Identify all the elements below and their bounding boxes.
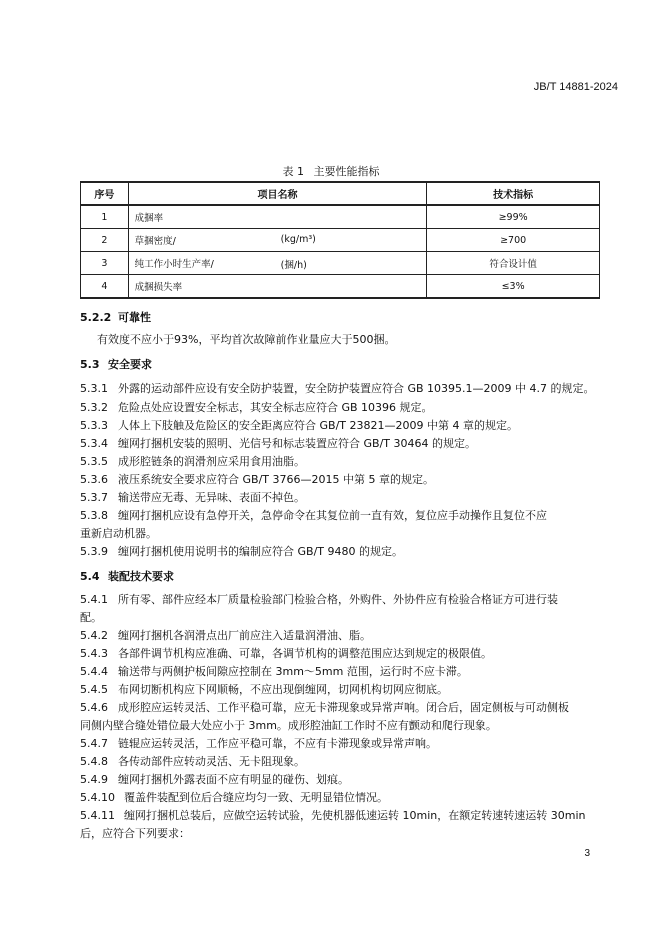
clause-5-4-1-cont: 配。: [80, 611, 102, 624]
cell-value: 符合设计值: [427, 252, 600, 275]
clause-number: 5.3.6: [80, 473, 108, 486]
clause-5-4-7: [80, 735, 602, 753]
clause-text: 各传动部件应转动灵活、无卡阻现象。: [118, 755, 305, 768]
clause-text: 缠网打捆机使用说明书的编制应符合 GB/T 9480 的规定。: [118, 545, 403, 558]
standard-number: JB/T 14881-2024: [533, 81, 618, 93]
clause-number: 5.3.9: [80, 545, 108, 558]
clause-5-4-6: [80, 699, 602, 717]
clause-text: 输送带与两侧护板间隙应控制在 3mm～5mm 范围，运行时不应卡滞。: [118, 665, 468, 678]
clause-5-3-2: [80, 399, 602, 417]
clause-text: 各部件调节机构应准确、可靠，各调节机构的调整范围应达到规定的极限值。: [118, 647, 492, 660]
item-unit: (捆/h): [280, 260, 307, 271]
item-name: 纯工作小时生产率/: [134, 259, 214, 270]
cell-value: ≤3%: [427, 275, 600, 299]
clause-number: 5.4.2: [80, 629, 108, 642]
clause-text: 人体上下肢触及危险区的安全距离应符合 GB/T 23821—2009 中第 4 章的规定。: [118, 419, 518, 432]
clause-text: 缠网打捆机总装后，应做空运转试验，先使机器低速运转 10min，在额定转速转速运转 30min: [124, 809, 586, 822]
clause-5-3-8-cont: 重新启动机器。: [80, 527, 157, 540]
clause-number: 5.4.9: [80, 773, 108, 786]
clause-5-4-10: [80, 789, 602, 807]
clause-number: 5.3.2: [80, 401, 108, 414]
clause-number: 5.4.5: [80, 683, 108, 696]
section-number: 5.4: [80, 570, 100, 583]
clause-text: 液压系统安全要求应符合 GB/T 3766—2015 中第 5 章的规定。: [118, 473, 434, 486]
clause-number: 5.3.4: [80, 437, 108, 450]
clause-number: 5.3.3: [80, 419, 108, 432]
section-number: 5.2.2: [80, 311, 112, 324]
clause-5-4-5: [80, 681, 602, 699]
paragraph: 有效度不应小于93%，平均首次故障前作业量应大于500捆。: [97, 333, 396, 346]
clause-text: 输送带应无毒、无异味、表面不掉色。: [118, 491, 305, 504]
cell-item: [128, 252, 427, 275]
column-header-item: 项目名称: [128, 182, 427, 205]
table-caption-title: 主要性能指标: [313, 165, 380, 178]
cell-no: 1: [81, 205, 129, 229]
table-caption-number: 表 1: [282, 165, 304, 178]
table-row: [81, 252, 600, 275]
clause-number: 5.4.10: [80, 791, 115, 804]
clause-number: 5.3.7: [80, 491, 108, 504]
clause-text: 外露的运动部件应设有安全防护装置，安全防护装置应符合 GB 10395.1—2009 中 4.7 的规定。: [118, 382, 595, 395]
clause-5-3-5: [80, 453, 602, 471]
clause-5-4-8: [80, 753, 602, 771]
clause-5-3-1: [80, 380, 602, 398]
section-title: 装配技术要求: [108, 570, 174, 583]
section-heading-5-2-2: [80, 309, 602, 327]
cell-no: 4: [81, 275, 129, 299]
clause-text: 布网切断机构应下网顺畅，不应出现倒缠网，切网机构切网应彻底。: [118, 683, 448, 696]
cell-item: [128, 275, 427, 299]
section-heading-5-4: [80, 568, 602, 586]
clause-number: 5.3.1: [80, 382, 108, 395]
clause-5-4-3: [80, 645, 602, 663]
section-title: 安全要求: [108, 358, 152, 371]
clause-5-3-7: [80, 489, 602, 507]
section-number: 5.3: [80, 358, 100, 371]
clause-text: 缠网打捆机应设有急停开关，急停命令在其复位前一直有效，复位应手动操作且复位不应: [118, 509, 547, 522]
clause-number: 5.4.11: [80, 809, 115, 822]
clause-number: 5.4.3: [80, 647, 108, 660]
clause-number: 5.4.8: [80, 755, 108, 768]
clause-number: 5.3.5: [80, 455, 108, 468]
clause-number: 5.3.8: [80, 509, 108, 522]
clause-text: 缠网打捆机安装的照明、光信号和标志装置应符合 GB/T 30464 的规定。: [118, 437, 476, 450]
clause-text: 链辊应运转灵活，工作应平稳可靠，不应有卡滞现象或异常声响。: [118, 737, 437, 750]
clause-number: 5.4.4: [80, 665, 108, 678]
section-title: 可靠性: [118, 311, 151, 324]
clause-5-4-6-cont: 同侧内壁合缝处错位最大处应小于 3mm。成形腔油缸工作时不应有颤动和爬行现象。: [80, 719, 497, 732]
cell-item: [128, 205, 427, 229]
cell-value: ≥700: [427, 229, 600, 252]
clause-5-3-8: [80, 507, 602, 525]
clause-text: 成形腔应运转灵活、工作平稳可靠，应无卡滞现象或异常声响。闭合后，固定侧板与可动侧板: [118, 701, 569, 714]
clause-number: 5.4.6: [80, 701, 108, 714]
clause-5-3-3: [80, 417, 602, 435]
clause-5-4-11: [80, 807, 602, 825]
clause-5-3-9: [80, 543, 602, 561]
clause-5-4-1: [80, 591, 602, 609]
clause-5-4-11-cont: 后，应符合下列要求：: [80, 827, 190, 840]
cell-no: 2: [81, 229, 129, 252]
clause-5-4-4: [80, 663, 602, 681]
clause-text: 所有零、部件应经本厂质量检验部门检验合格，外购件、外协件应有检验合格证方可进行装: [118, 593, 558, 606]
item-name: 草捆密度/: [134, 236, 176, 247]
column-header-value: 技术指标: [427, 182, 600, 205]
cell-value: ≥99%: [427, 205, 600, 229]
cell-no: 3: [81, 252, 129, 275]
table-row: [81, 205, 600, 229]
clause-5-3-4: [80, 435, 602, 453]
clause-text: 覆盖件装配到位后合缝应均匀一致、无明显错位情况。: [124, 791, 388, 804]
item-unit: (kg/m³): [280, 234, 316, 245]
cell-item: [128, 229, 427, 252]
section-heading-5-3: [80, 356, 602, 374]
clause-text: 危险点处应设置安全标志，其安全标志应符合 GB 10396 规定。: [118, 401, 433, 414]
table-caption: [0, 163, 662, 179]
clause-text: 缠网打捆机各润滑点出厂前应注入适量润滑油、脂。: [118, 629, 371, 642]
clause-number: 5.4.7: [80, 737, 108, 750]
clause-number: 5.4.1: [80, 593, 108, 606]
clause-5-3-6: [80, 471, 602, 489]
clause-5-4-9: [80, 771, 602, 789]
item-name: 成捆率: [134, 213, 164, 224]
clause-text: 成形腔链条的润滑剂应采用食用油脂。: [118, 455, 305, 468]
performance-table: [80, 181, 600, 299]
table-row: [81, 275, 600, 299]
page-number: 3: [584, 848, 590, 859]
table-row: [81, 229, 600, 252]
clause-text: 缠网打捆机外露表面不应有明显的碰伤、划痕。: [118, 773, 349, 786]
column-header-no: 序号: [81, 182, 129, 205]
item-name: 成捆损失率: [134, 282, 183, 293]
clause-5-4-2: [80, 627, 602, 645]
